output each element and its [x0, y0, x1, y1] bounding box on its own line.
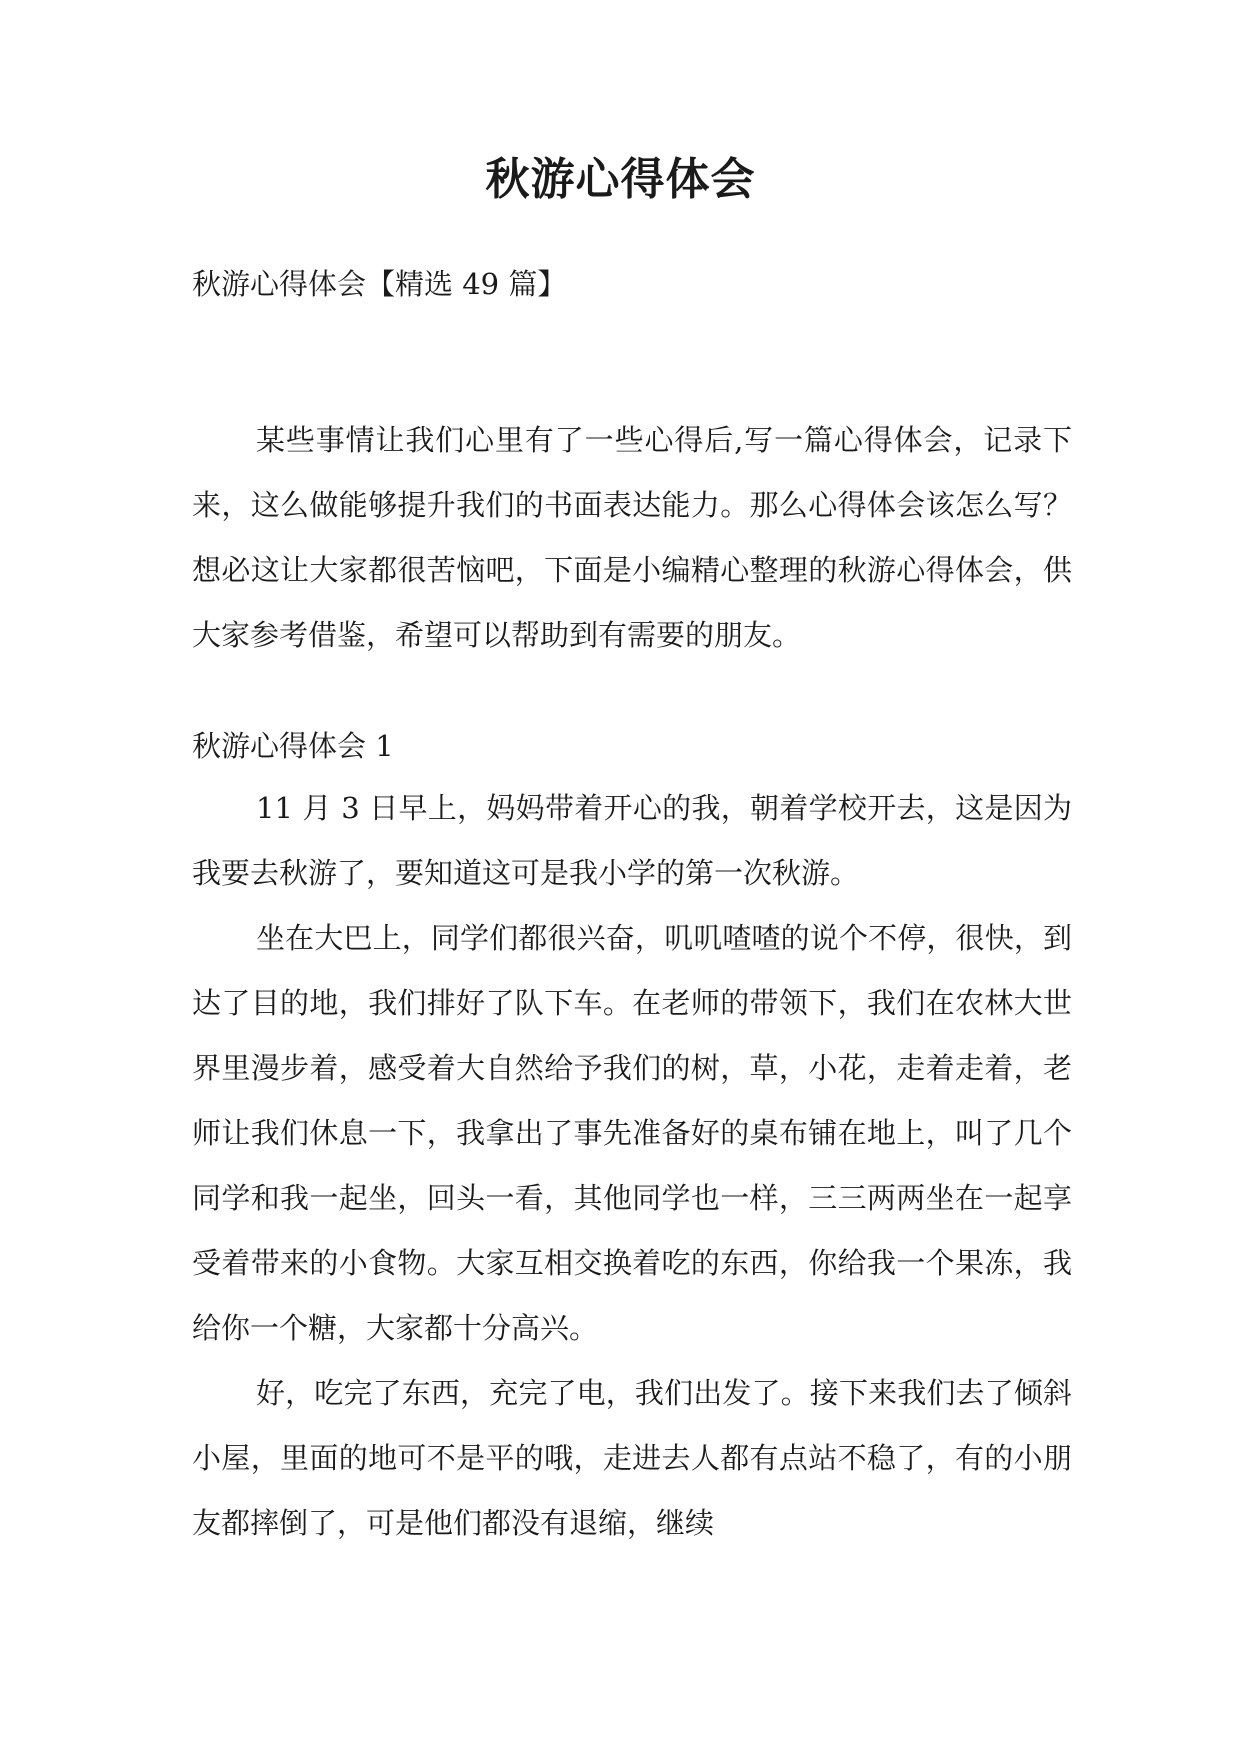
document-subtitle: 秋游心得体会【精选 49 篇】 [192, 267, 567, 301]
body-paragraph: 坐在大巴上，同学们都很兴奋，叽叽喳喳的说个不停，很快，到达了目的地，我们排好了队下车。在老师的带领下，我们在农林大世界里漫步着，感受着大自然给予我们的树，草，小花，走着走着，老师让我们休息一下，我拿出了事先准备好的桌布铺在地上，叫了几个同学和我一起坐，回头一看，其他同学也一样，三三两两坐在一起享受着带来的小食物。大家互相交换着吃的东西，你给我一个果冻，我给你一个糖，大家都十分高兴。 [192, 921, 1072, 1345]
body-paragraph: 好，吃完了东西，充完了电，我们出发了。接下来我们去了倾斜小屋，里面的地可不是平的哦，走进去人都有点站不稳了，有的小朋友都摔倒了，可是他们都没有退缩，继续 [192, 1376, 1072, 1540]
intro-paragraph: 某些事情让我们心里有了一些心得后,写一篇心得体会，记录下来，这么做能够提升我们的书面表达能力。那么心得体会该怎么写？想必这让大家都很苦恼吧，下面是小编精心整理的秋游心得体会，供大家参考借鉴，希望可以帮助到有需要的朋友。 [192, 423, 1072, 652]
body-paragraph: 11 月 3 日早上，妈妈带着开心的我，朝着学校开去，这是因为我要去秋游了，要知道这可是我小学的第一次秋游。 [192, 791, 1072, 890]
section-body [192, 776, 1072, 1556]
document-title: 秋游心得体会 [485, 154, 756, 205]
section-heading: 秋游心得体会 1 [192, 729, 394, 763]
